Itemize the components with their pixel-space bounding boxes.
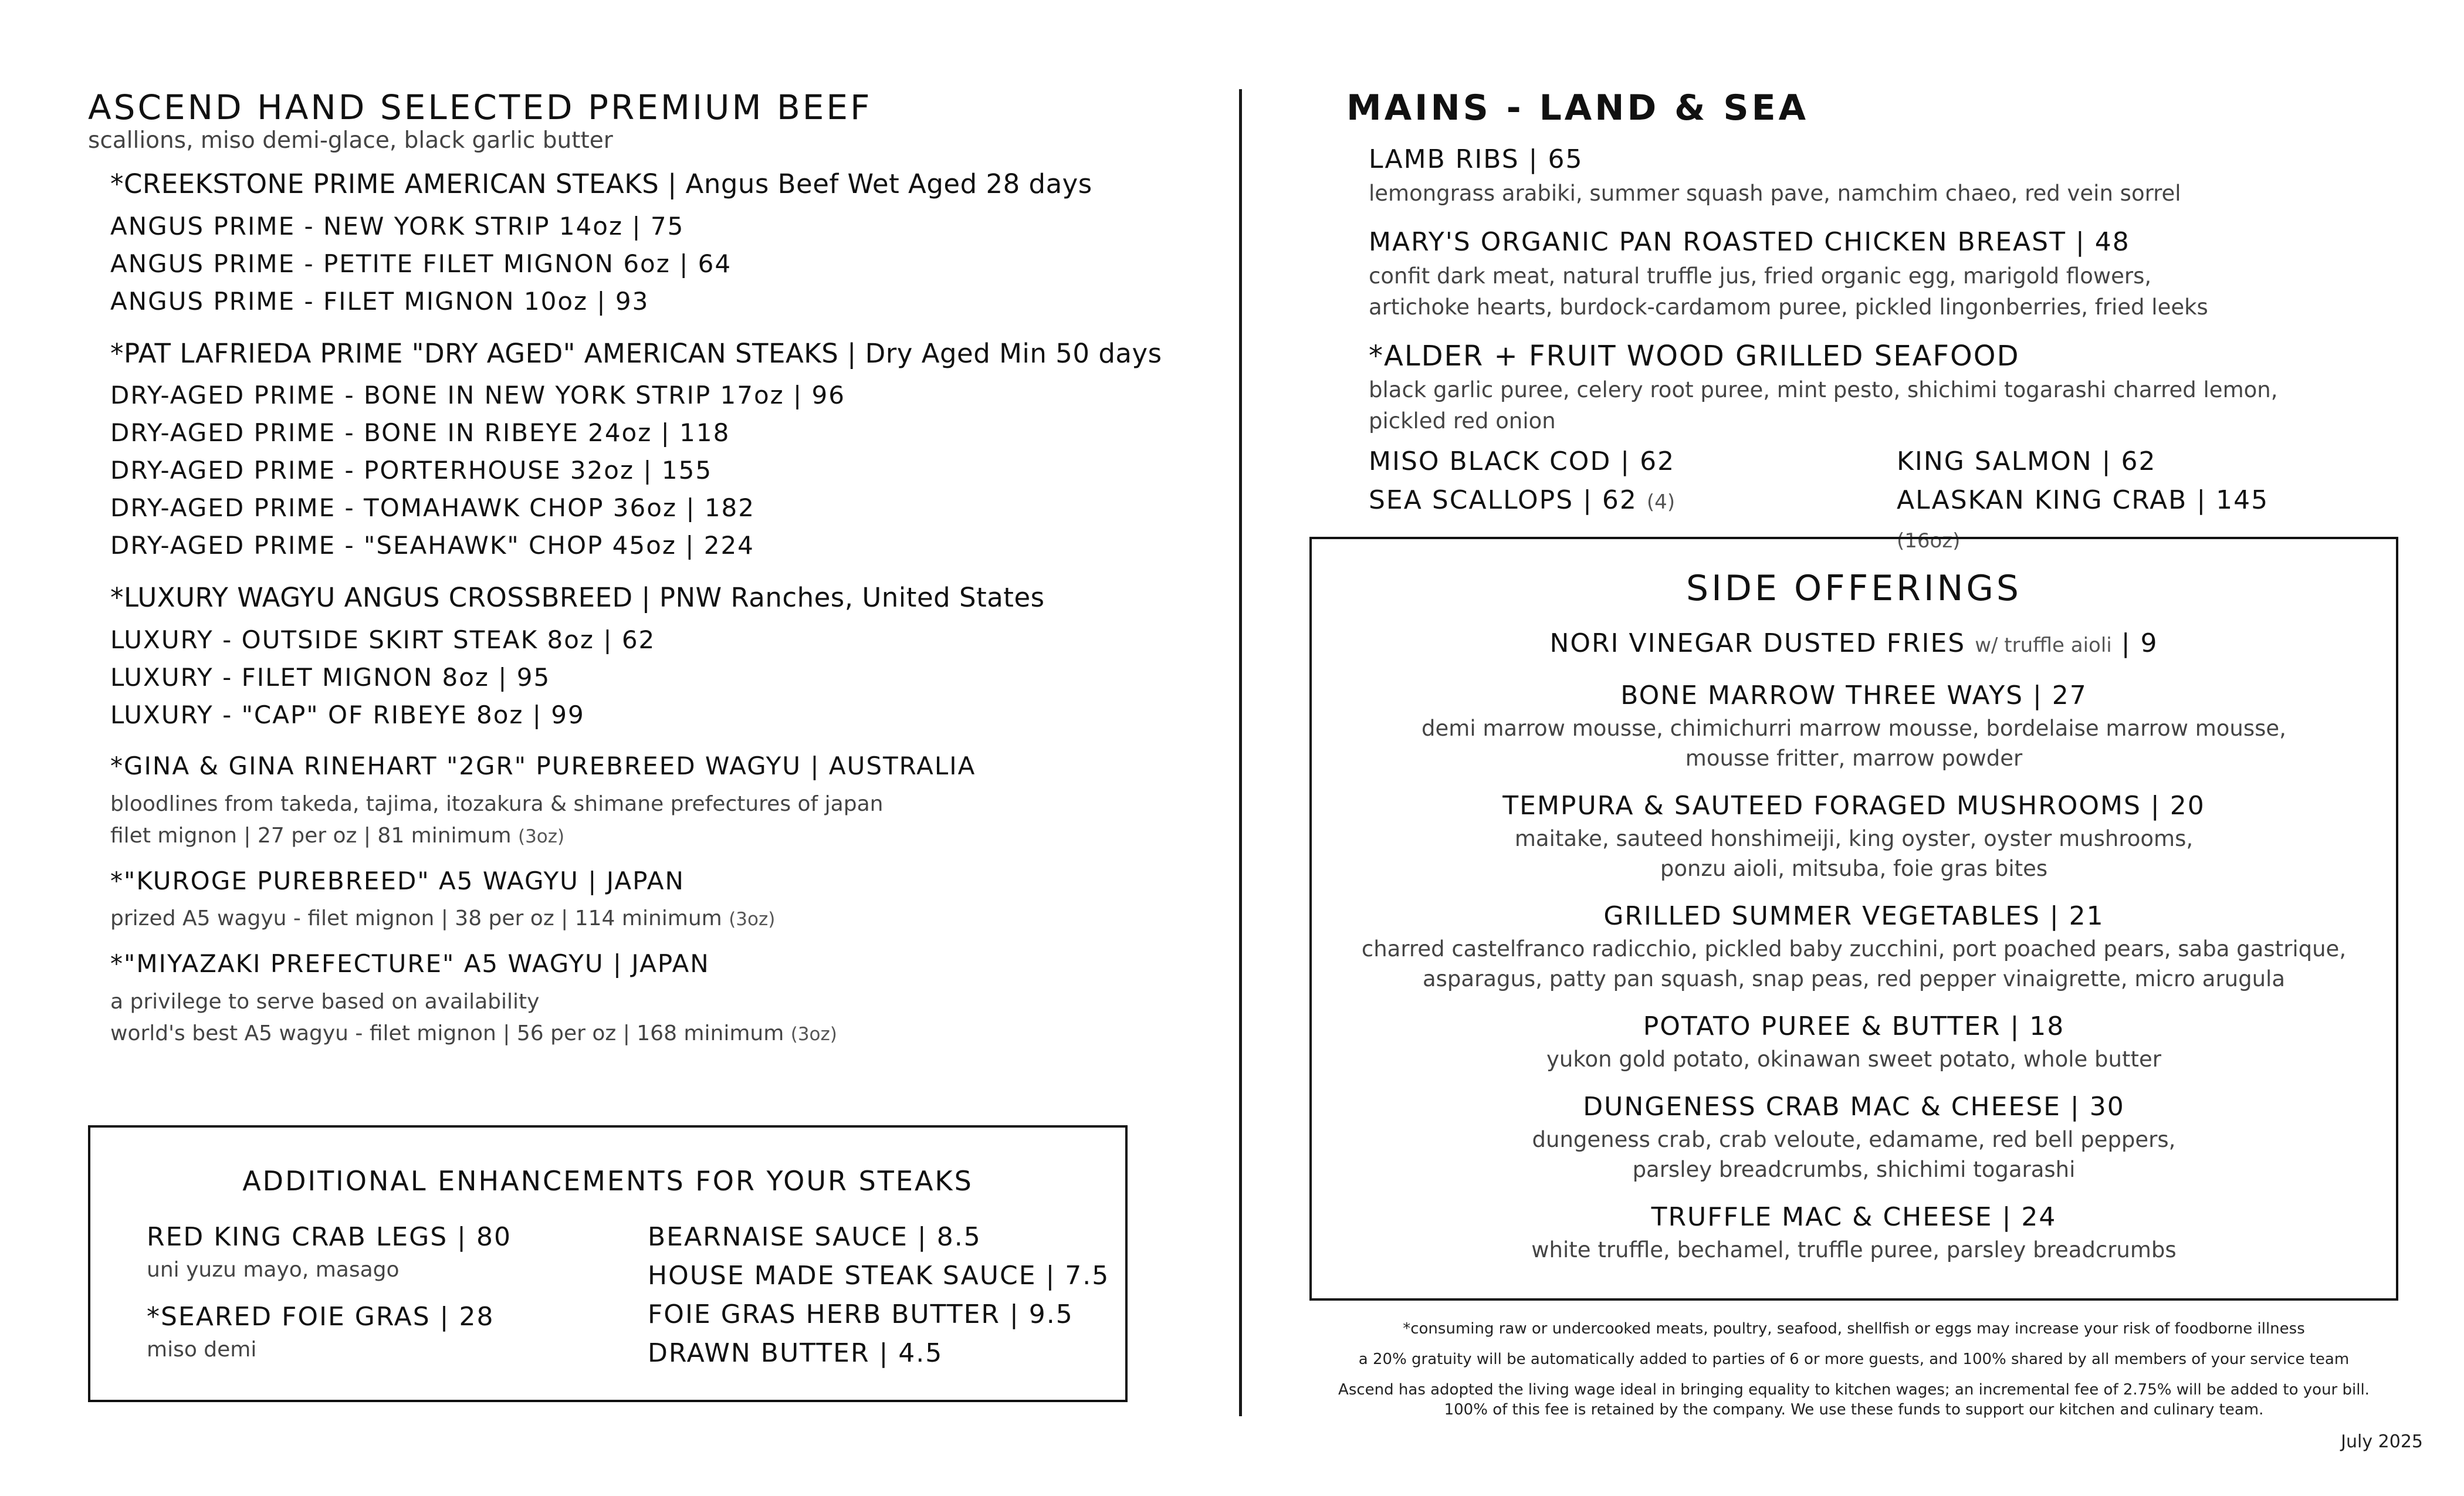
menu-item: DRY-AGED PRIME - BONE IN NEW YORK STRIP 17oz | 96: [110, 381, 845, 410]
main-desc: artichoke hearts, burdock-cardamom puree, pickled lingonberries, fried leeks: [1369, 295, 2208, 320]
enhancements-right-column: [648, 1218, 1117, 1373]
beef-subtitle: scallions, miso demi-glace, black garlic butter: [88, 127, 613, 154]
wagyu-price: world's best A5 wagyu - filet mignon | 56 per oz | 168 minimum: [110, 1021, 784, 1045]
menu-item: ANGUS PRIME - NEW YORK STRIP 14oz | 75: [110, 211, 685, 241]
wagyu-title-rinehart: *GINA & GINA RINEHART "2GR" PUREBREED WAGYU | AUSTRALIA: [110, 751, 976, 780]
main-desc: lemongrass arabiki, summer squash pave, namchim chaeo, red vein sorrel: [1369, 181, 2181, 206]
side-price: | 9: [2121, 628, 2158, 658]
wagyu-title-miyazaki: *"MIYAZAKI PREFECTURE" A5 WAGYU | JAPAN: [110, 949, 710, 979]
mains-list: [1369, 141, 2402, 560]
menu-item: DRY-AGED PRIME - BONE IN RIBEYE 24oz | 118: [110, 418, 730, 448]
seafood-item: KING SALMON | 62: [1897, 446, 2157, 476]
side-item: BONE MARROW THREE WAYS | 27: [1620, 681, 2087, 710]
side-desc: asparagus, patty pan squash, snap peas, red pepper vinaigrette, micro arugula: [1422, 966, 2286, 991]
wagyu-desc: [110, 903, 1203, 935]
enhancement-desc: uni yuzu mayo, masago: [147, 1258, 400, 1282]
side-item: TEMPURA & SAUTEED FORAGED MUSHROOMS | 20: [1502, 791, 2205, 821]
side-desc: parsley breadcrumbs, shichimi togarashi: [1632, 1157, 2076, 1182]
column-divider: [1239, 89, 1242, 1416]
enhancement-item: DRAWN BUTTER | 4.5: [648, 1338, 943, 1368]
seafood-item-note: (4): [1646, 490, 1676, 514]
main-desc: black garlic puree, celery root puree, mint pesto, shichimi togarashi charred lemon,: [1369, 377, 2278, 402]
side-item: TRUFFLE MAC & CHEESE | 24: [1651, 1202, 2057, 1232]
menu-date: July 2025: [2341, 1431, 2423, 1452]
side-desc: mousse fritter, marrow powder: [1685, 746, 2023, 771]
side-item-fries: [1312, 626, 2396, 663]
group-title-luxury: *LUXURY WAGYU ANGUS CROSSBREED | PNW Ranches, United States: [110, 582, 1045, 614]
group-title-lafrieda: *PAT LAFRIEDA PRIME "DRY AGED" AMERICAN STEAKS | Dry Aged Min 50 days: [110, 337, 1162, 369]
wagyu-price: filet mignon | 27 per oz | 81 minimum: [110, 823, 512, 848]
beef-groups: [110, 167, 1203, 1050]
main-desc: pickled red onion: [1369, 408, 1556, 434]
main-item-chicken: MARY'S ORGANIC PAN ROASTED CHICKEN BREAST | 48: [1369, 227, 2130, 257]
menu-item: LUXURY - OUTSIDE SKIRT STEAK 8oz | 62: [110, 625, 656, 654]
side-desc: demi marrow mousse, chimichurri marrow mousse, bordelaise marrow mousse,: [1421, 716, 2286, 741]
main-item-seafood: *ALDER + FRUIT WOOD GRILLED SEAFOOD: [1369, 340, 2020, 373]
side-desc: yukon gold potato, okinawan sweet potato, whole butter: [1546, 1047, 2161, 1072]
seafood-item-note: (16oz): [1897, 529, 1961, 553]
wage-note: 100% of this fee is retained by the company. We use these funds to support our kitchen and culinary team.: [1444, 1401, 2264, 1419]
menu-item: ANGUS PRIME - PETITE FILET MIGNON 6oz | 64: [110, 249, 732, 278]
enhancement-item: HOUSE MADE STEAK SAUCE | 7.5: [648, 1261, 1110, 1291]
side-desc: charred castelfranco radicchio, pickled baby zucchini, port poached pears, saba gastrique,: [1361, 936, 2347, 962]
side-note: w/ truffle aioli: [1975, 634, 2112, 657]
seafood-item: MISO BLACK COD | 62: [1369, 446, 1676, 476]
side-name: NORI VINEGAR DUSTED FRIES: [1549, 628, 1966, 658]
wagyu-price: prized A5 wagyu - filet mignon | 38 per oz | 114 minimum: [110, 906, 722, 931]
side-item: DUNGENESS CRAB MAC & CHEESE | 30: [1583, 1092, 2125, 1122]
side-desc: ponzu aioli, mitsuba, foie gras bites: [1660, 856, 2048, 881]
side-item: POTATO PUREE & BUTTER | 18: [1643, 1011, 2065, 1041]
menu-item: DRY-AGED PRIME - PORTERHOUSE 32oz | 155: [110, 456, 713, 485]
enhancements-box: [88, 1125, 1128, 1402]
wagyu-note: (3oz): [790, 1023, 837, 1045]
wagyu-note: (3oz): [517, 825, 565, 847]
side-item: GRILLED SUMMER VEGETABLES | 21: [1603, 901, 2104, 931]
side-desc: dungeness crab, crab veloute, edamame, red bell peppers,: [1532, 1127, 2176, 1152]
menu-item: DRY-AGED PRIME - TOMAHAWK CHOP 36oz | 182: [110, 493, 756, 523]
wagyu-desc: [110, 1018, 1203, 1050]
enhancement-item: FOIE GRAS HERB BUTTER | 9.5: [648, 1299, 1074, 1329]
seafood-item-name: ALASKAN KING CRAB | 145: [1897, 485, 2269, 515]
menu-item: LUXURY - "CAP" OF RIBEYE 8oz | 99: [110, 700, 585, 729]
wagyu-desc: bloodlines from takeda, tajima, itozakura & shimane prefectures of japan: [110, 791, 884, 816]
menu-item: LUXURY - FILET MIGNON 8oz | 95: [110, 662, 551, 692]
sides-box: [1309, 537, 2398, 1301]
beef-title: ASCEND HAND SELECTED PREMIUM BEEF: [88, 87, 872, 127]
wagyu-desc: [110, 820, 1203, 852]
wagyu-note: (3oz): [729, 909, 776, 930]
side-desc: maitake, sauteed honshimeiji, king oyster, oyster mushrooms,: [1514, 826, 2194, 851]
raw-warning: *consuming raw or undercooked meats, poultry, seafood, shellfish or eggs may increase your risk of foodborne illness: [1403, 1320, 2305, 1338]
wagyu-desc: a privilege to serve based on availability: [110, 989, 540, 1014]
side-desc: white truffle, bechamel, truffle puree, parsley breadcrumbs: [1531, 1237, 2177, 1263]
enhancement-desc: miso demi: [147, 1338, 257, 1362]
seafood-item-name: SEA SCALLOPS | 62: [1369, 485, 1637, 515]
menu-item: DRY-AGED PRIME - "SEAHAWK" CHOP 45oz | 224: [110, 531, 754, 560]
enhancements-left-column: [147, 1218, 628, 1377]
enhancement-item: *SEARED FOIE GRAS | 28: [147, 1302, 495, 1332]
beef-section: [88, 88, 1203, 1050]
mains-section: [1346, 88, 2402, 560]
footnotes: [1309, 1319, 2398, 1420]
enhancements-title: ADDITIONAL ENHANCEMENTS FOR YOUR STEAKS: [242, 1165, 973, 1197]
mains-title: MAINS - LAND & SEA: [1346, 87, 1809, 128]
enhancement-item: BEARNAISE SAUCE | 8.5: [648, 1222, 981, 1252]
sides-title: SIDE OFFERINGS: [1686, 568, 2022, 609]
enhancement-item: RED KING CRAB LEGS | 80: [147, 1222, 512, 1252]
main-item-lamb: LAMB RIBS | 65: [1369, 144, 1583, 174]
wagyu-title-kuroge: *"KUROGE PUREBREED" A5 WAGYU | JAPAN: [110, 866, 685, 895]
menu-item: ANGUS PRIME - FILET MIGNON 10oz | 93: [110, 286, 649, 316]
gratuity-note: a 20% gratuity will be automatically added to parties of 6 or more guests, and 100% shared by all members of your service team: [1358, 1351, 2350, 1368]
wage-note: Ascend has adopted the living wage ideal in bringing equality to kitchen wages; an incremental fee of 2.75% will be added to your bill.: [1338, 1381, 2370, 1399]
main-desc: confit dark meat, natural truffle jus, fried organic egg, marigold flowers,: [1369, 263, 2152, 289]
group-title-creekstone: *CREEKSTONE PRIME AMERICAN STEAKS | Angus Beef Wet Aged 28 days: [110, 168, 1092, 200]
